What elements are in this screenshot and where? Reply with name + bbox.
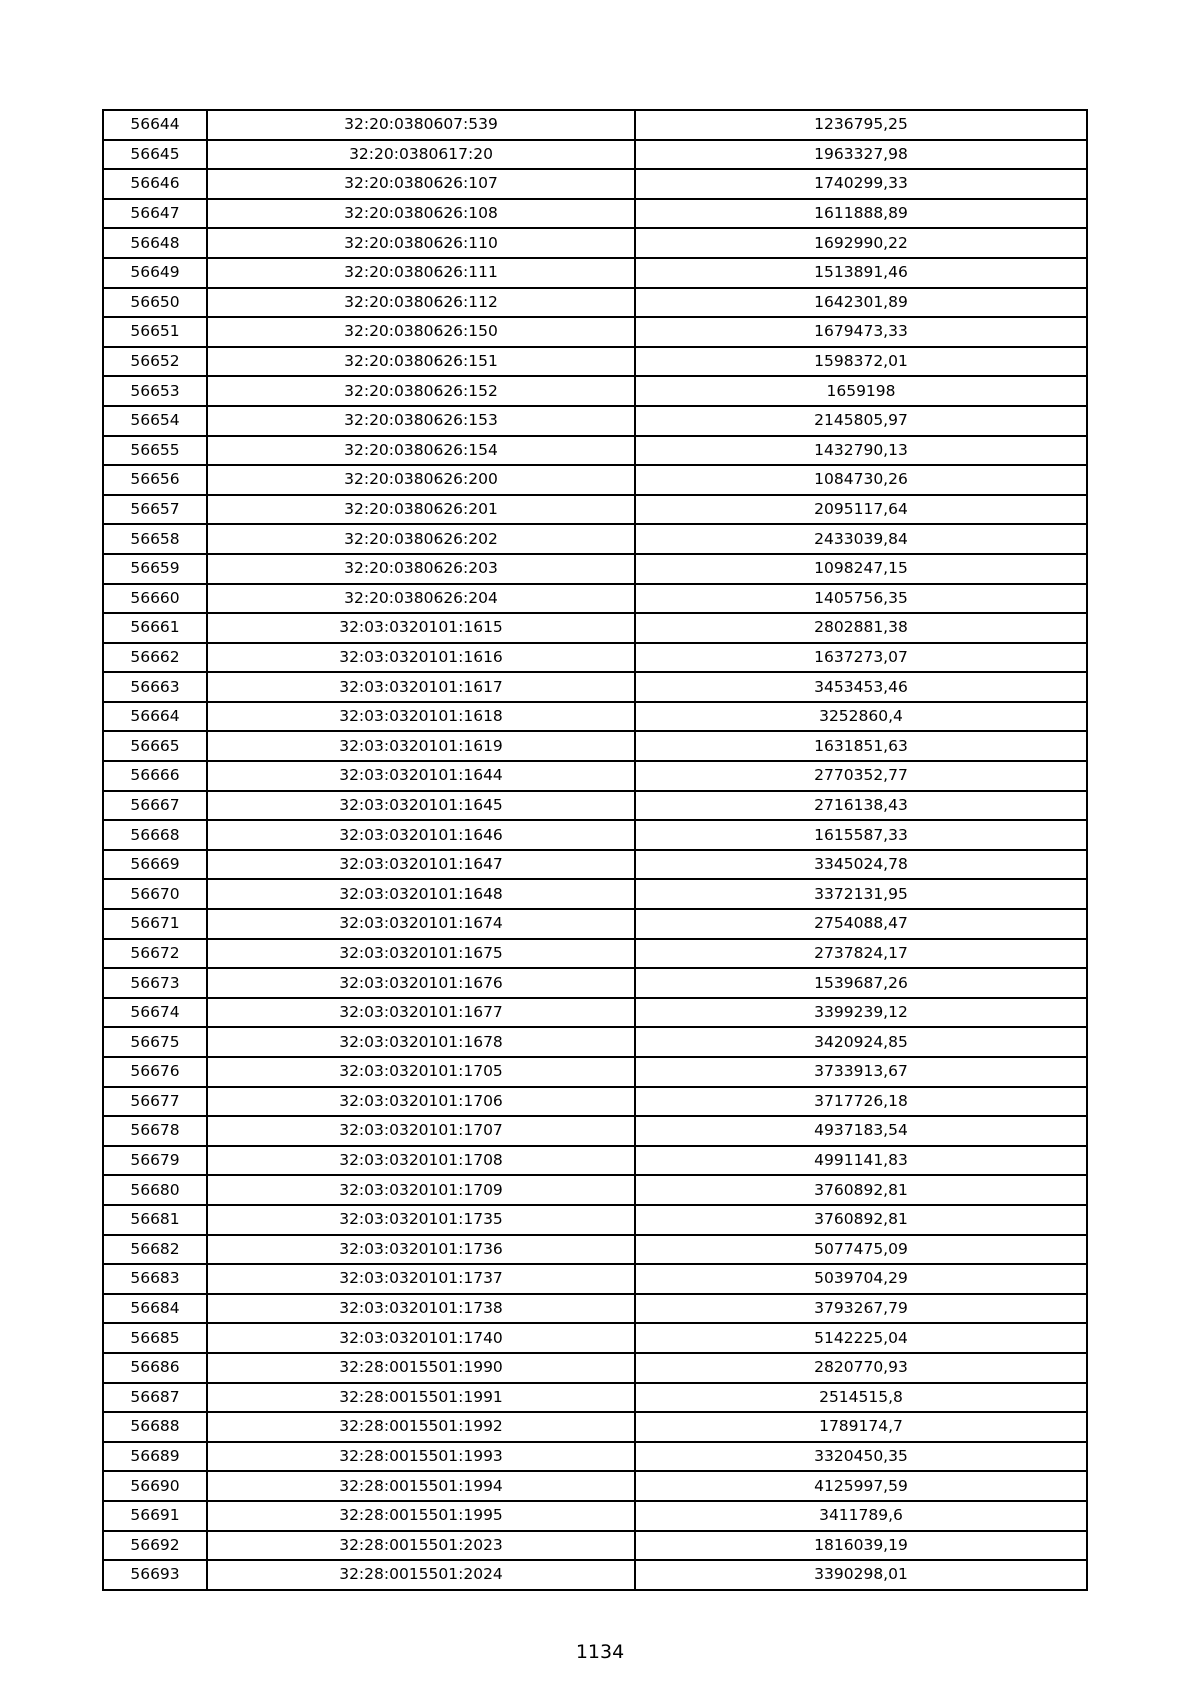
row-number-cell: 56677 (103, 1087, 207, 1117)
cadastral-number-cell: 32:03:0320101:1709 (207, 1175, 635, 1205)
value-cell: 1405756,35 (635, 584, 1087, 614)
row-number-cell: 56667 (103, 791, 207, 821)
row-number-cell: 56672 (103, 939, 207, 969)
cadastral-number-cell: 32:20:0380626:201 (207, 495, 635, 525)
cadastral-number-cell: 32:03:0320101:1708 (207, 1146, 635, 1176)
table-row (103, 258, 1087, 288)
cadastral-number-cell: 32:03:0320101:1705 (207, 1057, 635, 1087)
row-number-cell: 56684 (103, 1294, 207, 1324)
cadastral-number-cell: 32:20:0380626:108 (207, 199, 635, 229)
row-number-cell: 56656 (103, 465, 207, 495)
table-row (103, 939, 1087, 969)
cadastral-number-cell: 32:03:0320101:1735 (207, 1205, 635, 1235)
value-cell: 1615587,33 (635, 820, 1087, 850)
value-cell: 3717726,18 (635, 1087, 1087, 1117)
cadastral-number-cell: 32:03:0320101:1706 (207, 1087, 635, 1117)
value-cell: 4937183,54 (635, 1116, 1087, 1146)
cadastral-number-cell: 32:20:0380626:111 (207, 258, 635, 288)
value-cell: 5077475,09 (635, 1235, 1087, 1265)
value-cell: 1236795,25 (635, 110, 1087, 140)
cadastral-number-cell: 32:03:0320101:1736 (207, 1235, 635, 1265)
cadastral-number-cell: 32:03:0320101:1618 (207, 702, 635, 732)
table-row (103, 643, 1087, 673)
row-number-cell: 56652 (103, 347, 207, 377)
table-row (103, 1294, 1087, 1324)
value-cell: 1098247,15 (635, 554, 1087, 584)
table-row (103, 1264, 1087, 1294)
row-number-cell: 56661 (103, 613, 207, 643)
table-row (103, 110, 1087, 140)
value-cell: 1816039,19 (635, 1531, 1087, 1561)
cadastral-number-cell: 32:03:0320101:1678 (207, 1027, 635, 1057)
table-row (103, 406, 1087, 436)
cadastral-number-cell: 32:20:0380626:107 (207, 169, 635, 199)
value-cell: 1513891,46 (635, 258, 1087, 288)
cadastral-number-cell: 32:28:0015501:1994 (207, 1471, 635, 1501)
cadastral-number-cell: 32:20:0380626:153 (207, 406, 635, 436)
table-row (103, 228, 1087, 258)
table-row (103, 288, 1087, 318)
cadastral-number-cell: 32:20:0380626:151 (207, 347, 635, 377)
value-cell: 3390298,01 (635, 1560, 1087, 1590)
row-number-cell: 56645 (103, 140, 207, 170)
table-row (103, 672, 1087, 702)
value-cell: 3793267,79 (635, 1294, 1087, 1324)
cadastral-number-cell: 32:03:0320101:1707 (207, 1116, 635, 1146)
row-number-cell: 56663 (103, 672, 207, 702)
value-cell: 3760892,81 (635, 1175, 1087, 1205)
cadastral-number-cell: 32:20:0380626:200 (207, 465, 635, 495)
row-number-cell: 56676 (103, 1057, 207, 1087)
row-number-cell: 56665 (103, 731, 207, 761)
value-cell: 3420924,85 (635, 1027, 1087, 1057)
row-number-cell: 56659 (103, 554, 207, 584)
cadastral-number-cell: 32:03:0320101:1645 (207, 791, 635, 821)
table-row (103, 1323, 1087, 1353)
value-cell: 3411789,6 (635, 1501, 1087, 1531)
cadastral-number-cell: 32:03:0320101:1674 (207, 909, 635, 939)
table-row (103, 1531, 1087, 1561)
cadastral-number-cell: 32:28:0015501:2024 (207, 1560, 635, 1590)
row-number-cell: 56650 (103, 288, 207, 318)
row-number-cell: 56668 (103, 820, 207, 850)
cadastral-number-cell: 32:20:0380626:152 (207, 376, 635, 406)
value-cell: 1637273,07 (635, 643, 1087, 673)
value-cell: 2754088,47 (635, 909, 1087, 939)
table-row (103, 1087, 1087, 1117)
value-cell: 3760892,81 (635, 1205, 1087, 1235)
row-number-cell: 56680 (103, 1175, 207, 1205)
table-row (103, 1412, 1087, 1442)
row-number-cell: 56683 (103, 1264, 207, 1294)
value-cell: 2716138,43 (635, 791, 1087, 821)
cadastral-number-cell: 32:20:0380626:154 (207, 436, 635, 466)
table-row (103, 613, 1087, 643)
row-number-cell: 56675 (103, 1027, 207, 1057)
row-number-cell: 56689 (103, 1442, 207, 1472)
cadastral-number-cell: 32:03:0320101:1646 (207, 820, 635, 850)
cadastral-number-cell: 32:28:0015501:2023 (207, 1531, 635, 1561)
value-cell: 2770352,77 (635, 761, 1087, 791)
cadastral-number-cell: 32:20:0380607:539 (207, 110, 635, 140)
row-number-cell: 56660 (103, 584, 207, 614)
table-row (103, 1116, 1087, 1146)
table-body (103, 110, 1087, 1590)
value-cell: 1679473,33 (635, 317, 1087, 347)
row-number-cell: 56690 (103, 1471, 207, 1501)
cadastral-number-cell: 32:03:0320101:1617 (207, 672, 635, 702)
row-number-cell: 56654 (103, 406, 207, 436)
row-number-cell: 56681 (103, 1205, 207, 1235)
cadastral-number-cell: 32:28:0015501:1992 (207, 1412, 635, 1442)
table-row (103, 731, 1087, 761)
row-number-cell: 56685 (103, 1323, 207, 1353)
value-cell: 1611888,89 (635, 199, 1087, 229)
row-number-cell: 56662 (103, 643, 207, 673)
row-number-cell: 56692 (103, 1531, 207, 1561)
cadastral-number-cell: 32:28:0015501:1991 (207, 1383, 635, 1413)
value-cell: 1963327,98 (635, 140, 1087, 170)
table-row (103, 465, 1087, 495)
value-cell: 4125997,59 (635, 1471, 1087, 1501)
row-number-cell: 56644 (103, 110, 207, 140)
cadastral-number-cell: 32:03:0320101:1648 (207, 879, 635, 909)
table-row (103, 347, 1087, 377)
cadastre-value-table (102, 109, 1088, 1591)
table-row (103, 968, 1087, 998)
table-row (103, 495, 1087, 525)
cadastral-number-cell: 32:20:0380626:204 (207, 584, 635, 614)
value-cell: 1539687,26 (635, 968, 1087, 998)
value-cell: 1084730,26 (635, 465, 1087, 495)
cadastral-number-cell: 32:03:0320101:1644 (207, 761, 635, 791)
cadastral-number-cell: 32:20:0380626:150 (207, 317, 635, 347)
value-cell: 3733913,67 (635, 1057, 1087, 1087)
table-row (103, 169, 1087, 199)
row-number-cell: 56648 (103, 228, 207, 258)
table-row (103, 1146, 1087, 1176)
value-cell: 5039704,29 (635, 1264, 1087, 1294)
cadastral-number-cell: 32:20:0380626:112 (207, 288, 635, 318)
cadastral-number-cell: 32:20:0380617:20 (207, 140, 635, 170)
table-row (103, 702, 1087, 732)
cadastral-number-cell: 32:03:0320101:1738 (207, 1294, 635, 1324)
row-number-cell: 56670 (103, 879, 207, 909)
row-number-cell: 56686 (103, 1353, 207, 1383)
value-cell: 3453453,46 (635, 672, 1087, 702)
row-number-cell: 56655 (103, 436, 207, 466)
table-row (103, 1175, 1087, 1205)
row-number-cell: 56678 (103, 1116, 207, 1146)
row-number-cell: 56671 (103, 909, 207, 939)
cadastral-number-cell: 32:28:0015501:1990 (207, 1353, 635, 1383)
cadastral-number-cell: 32:03:0320101:1615 (207, 613, 635, 643)
table-row (103, 879, 1087, 909)
table-row (103, 1027, 1087, 1057)
row-number-cell: 56687 (103, 1383, 207, 1413)
cadastral-number-cell: 32:03:0320101:1647 (207, 850, 635, 880)
value-cell: 1642301,89 (635, 288, 1087, 318)
table-row (103, 1471, 1087, 1501)
value-cell: 1598372,01 (635, 347, 1087, 377)
row-number-cell: 56669 (103, 850, 207, 880)
row-number-cell: 56664 (103, 702, 207, 732)
cadastral-number-cell: 32:03:0320101:1677 (207, 998, 635, 1028)
cadastral-number-cell: 32:20:0380626:203 (207, 554, 635, 584)
row-number-cell: 56666 (103, 761, 207, 791)
value-cell: 2820770,93 (635, 1353, 1087, 1383)
row-number-cell: 56658 (103, 524, 207, 554)
value-cell: 1740299,33 (635, 169, 1087, 199)
row-number-cell: 56657 (103, 495, 207, 525)
table-row (103, 1353, 1087, 1383)
table-row (103, 1442, 1087, 1472)
cadastral-number-cell: 32:03:0320101:1676 (207, 968, 635, 998)
value-cell: 1659198 (635, 376, 1087, 406)
value-cell: 2095117,64 (635, 495, 1087, 525)
table-row (103, 140, 1087, 170)
row-number-cell: 56647 (103, 199, 207, 229)
value-cell: 4991141,83 (635, 1146, 1087, 1176)
value-cell: 1631851,63 (635, 731, 1087, 761)
row-number-cell: 56653 (103, 376, 207, 406)
page-number: 1134 (575, 1641, 625, 1663)
table-row (103, 820, 1087, 850)
row-number-cell: 56673 (103, 968, 207, 998)
value-cell: 2802881,38 (635, 613, 1087, 643)
row-number-cell: 56649 (103, 258, 207, 288)
value-cell: 2433039,84 (635, 524, 1087, 554)
cadastral-number-cell: 32:03:0320101:1737 (207, 1264, 635, 1294)
value-cell: 3372131,95 (635, 879, 1087, 909)
value-cell: 5142225,04 (635, 1323, 1087, 1353)
cadastral-number-cell: 32:03:0320101:1740 (207, 1323, 635, 1353)
table-row (103, 554, 1087, 584)
value-cell: 1692990,22 (635, 228, 1087, 258)
table-row (103, 1501, 1087, 1531)
value-cell: 2514515,8 (635, 1383, 1087, 1413)
value-cell: 3399239,12 (635, 998, 1087, 1028)
value-cell: 3320450,35 (635, 1442, 1087, 1472)
row-number-cell: 56674 (103, 998, 207, 1028)
cadastral-number-cell: 32:03:0320101:1619 (207, 731, 635, 761)
row-number-cell: 56691 (103, 1501, 207, 1531)
value-cell: 3252860,4 (635, 702, 1087, 732)
value-cell: 1789174,7 (635, 1412, 1087, 1442)
cadastral-number-cell: 32:03:0320101:1616 (207, 643, 635, 673)
row-number-cell: 56682 (103, 1235, 207, 1265)
value-cell: 1432790,13 (635, 436, 1087, 466)
table-row (103, 850, 1087, 880)
table-row (103, 317, 1087, 347)
table-row (103, 1205, 1087, 1235)
row-number-cell: 56646 (103, 169, 207, 199)
table-row (103, 376, 1087, 406)
table-row (103, 199, 1087, 229)
table-row (103, 1383, 1087, 1413)
table-row (103, 761, 1087, 791)
table-row (103, 436, 1087, 466)
table-row (103, 1560, 1087, 1590)
table-row (103, 524, 1087, 554)
cadastral-number-cell: 32:28:0015501:1995 (207, 1501, 635, 1531)
table-row (103, 998, 1087, 1028)
cadastral-number-cell: 32:20:0380626:202 (207, 524, 635, 554)
row-number-cell: 56693 (103, 1560, 207, 1590)
table-row (103, 909, 1087, 939)
row-number-cell: 56651 (103, 317, 207, 347)
table-row (103, 584, 1087, 614)
value-cell: 2737824,17 (635, 939, 1087, 969)
table-row (103, 1057, 1087, 1087)
cadastral-number-cell: 32:03:0320101:1675 (207, 939, 635, 969)
row-number-cell: 56679 (103, 1146, 207, 1176)
cadastral-number-cell: 32:28:0015501:1993 (207, 1442, 635, 1472)
cadastral-number-cell: 32:20:0380626:110 (207, 228, 635, 258)
row-number-cell: 56688 (103, 1412, 207, 1442)
value-cell: 3345024,78 (635, 850, 1087, 880)
value-cell: 2145805,97 (635, 406, 1087, 436)
table-row (103, 791, 1087, 821)
table-row (103, 1235, 1087, 1265)
